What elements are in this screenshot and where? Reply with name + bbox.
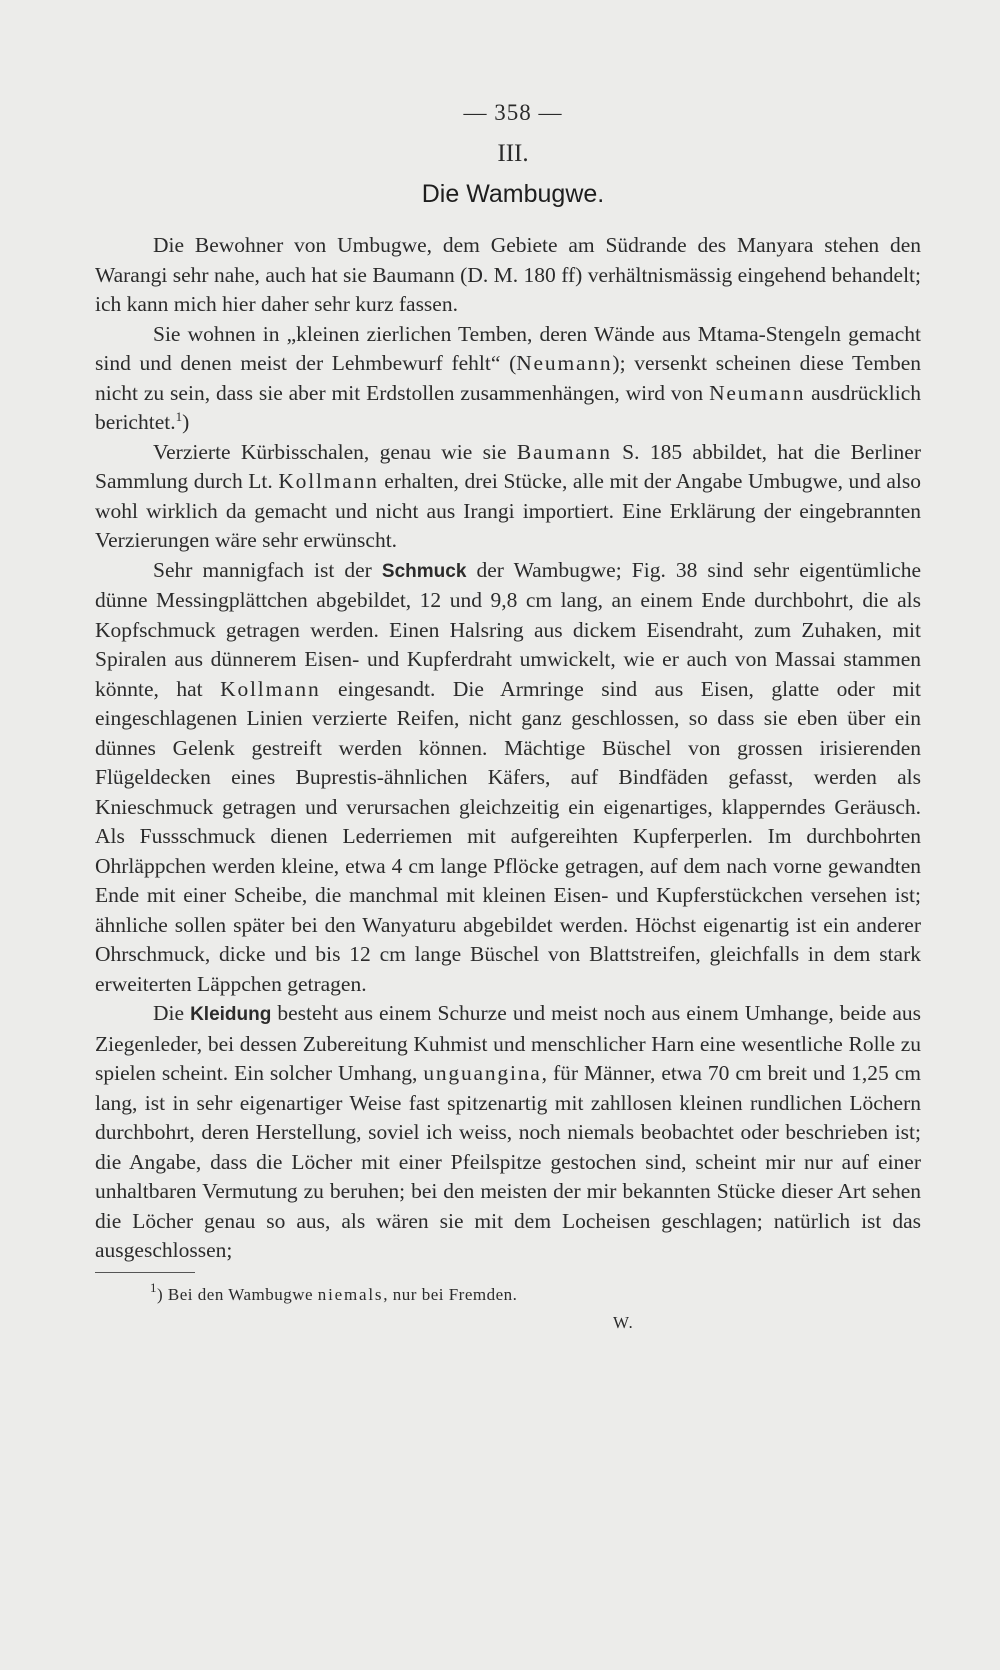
- text-run: eingesandt. Die Armringe sind aus Eisen, glatte oder mit eingeschlagenen Linien verzierte Reifen, nicht ganz geschlossen, so dass sie eben über ein dünnes Gelenk gestreift werden können. Mächtige Büschel von grossen irisierenden Flügeldecken eines Buprestis-ähnlichen Käfers, auf Bindfäden gefasst, werden als Knieschmuck getragen und verursachen gleichzeitig ein eigenartiges, klapperndes Geräusch. Als Fussschmuck dienen Lederriemen mit aufgereihten Kupferperlen. Im durchbohrten Ohrläppchen werden kleine, etwa 4 cm lange Pflöcke getragen, auf dem nach vorne gewandten Ende mit einer Scheibe, die manchmal mit kleinen Eisen- und Kupferstückchen versehen ist; ähnliche sollen später bei den Wanyaturu abgebildet werden. Höchst eigenartig ist ein anderer Ohrschmuck, dicke und bis 12 cm lange Büschel von Blattstreifen, gleichfalls in dem stark erweiterten Läppchen getragen.: [95, 676, 921, 996]
- author-name: Neumann: [516, 351, 613, 375]
- author-name: Kollmann: [220, 676, 321, 701]
- text-run: Verzierte Kürbisschalen, genau wie sie: [153, 439, 517, 464]
- footnote-divider: [95, 1272, 195, 1273]
- text-run: Sehr mannigfach ist der: [153, 557, 382, 582]
- paragraph-intro: Die Bewohner von Umbugwe, dem Gebiete am Südrande des Manyara stehen den Warangi sehr nahe, auch hat sie Baumann (D. M. 180 ff) verhältnismässig eingehend behandelt; ich kann mich hier daher sehr kurz fassen.: [95, 233, 921, 316]
- text-run: ausdrücklich berichtet.: [95, 380, 921, 434]
- footnote: [95, 1279, 921, 1305]
- text-run: der Wambugwe; Fig. 38 sind sehr eigentümliche dünne Messingplättchen abgebildet, 12 und 9,8 cm lang, an einem Ende durchbohrt, die als Kopfschmuck getragen werden. Einen Halsring aus dickem Eisendraht, zum Zuhaken, mit Spiralen aus dünnerem Eisen- und Kupferdraht umwickelt, wie er auch von Massai stammen könnte, hat: [95, 557, 921, 701]
- paragraph-jewelry: [95, 556, 921, 1000]
- text-run: besteht aus einem Schurze und meist noch aus einem Umhange, beide aus Ziegenleder, bei dessen Zubereitung Kuhmist und menschlicher Harn eine wesentliche Rolle zu spielen scheint. Ein solcher Umhang,: [95, 1001, 921, 1085]
- text-run: ): [182, 410, 190, 434]
- text-run: Die: [153, 1001, 191, 1025]
- footnote-emphasis: niemals: [317, 1284, 384, 1304]
- chapter-title: Die Wambugwe.: [421, 180, 605, 208]
- signature-mark: W.: [613, 1312, 634, 1332]
- text-run: ); versenkt scheinen diese Temben nicht zu sein, dass sie aber mit Erdstollen zusammenhängen, wird von: [95, 351, 921, 405]
- footnote-reference: 1: [175, 409, 183, 424]
- author-name: Baumann: [516, 439, 612, 464]
- section-term: Kleidung: [190, 1004, 272, 1025]
- chapter-number: III.: [497, 140, 529, 167]
- paragraph-gourds: [95, 438, 921, 556]
- text-run: S. 185 abbildet, hat die Berliner Sammlung durch Lt.: [95, 439, 922, 493]
- text-run: erhalten, drei Stücke, alle mit der Angabe Umbugwe, und also wohl wirklich da gemacht und nicht aus Irangi importiert. Eine Erklärung der eingebrannten Verzierungen wäre sehr erwünscht.: [95, 469, 922, 552]
- paragraph-clothing: [95, 999, 921, 1266]
- footnote-text: , nur bei Fremden.: [383, 1284, 518, 1304]
- footnote-marker: 1: [150, 1279, 157, 1295]
- section-term: Schmuck: [381, 560, 467, 582]
- footnote-text: ) Bei den Wambugwe: [157, 1284, 318, 1304]
- author-name: Neumann: [709, 380, 806, 405]
- page-number: — 358 —: [463, 100, 563, 125]
- paragraph-dwellings: [95, 320, 921, 438]
- book-page: [95, 100, 921, 1333]
- author-name: Kollmann: [278, 469, 379, 493]
- text-run: , für Männer, etwa 70 cm breit und 1,25 cm lang, ist in sehr eigenartiger Weise fast spitzenartig mit zahllosen kleinen rundlichen Löchern durchbohrt, deren Herstellung, soviel ich weiss, noch niemals beobachtet oder beschrieben ist; die Angabe, dass die Löcher mit einer Pfeilspitze gestochen sind, scheint mir nur auf einer unhaltbaren Vermutung zu beruhen; bei den meisten der mir bekannten Stücke dieser Art sehen die Löcher genau so aus, als wären sie mit dem Locheisen geschlagen; natürlich ist das ausgeschlossen;: [95, 1061, 921, 1262]
- text-run: Sie wohnen in „kleinen zierlichen Temben, deren Wände aus Mtama-Stengeln gemacht sind und denen meist der Lehmbewurf fehlt“ (: [95, 321, 921, 375]
- native-word: unguangina: [423, 1061, 542, 1085]
